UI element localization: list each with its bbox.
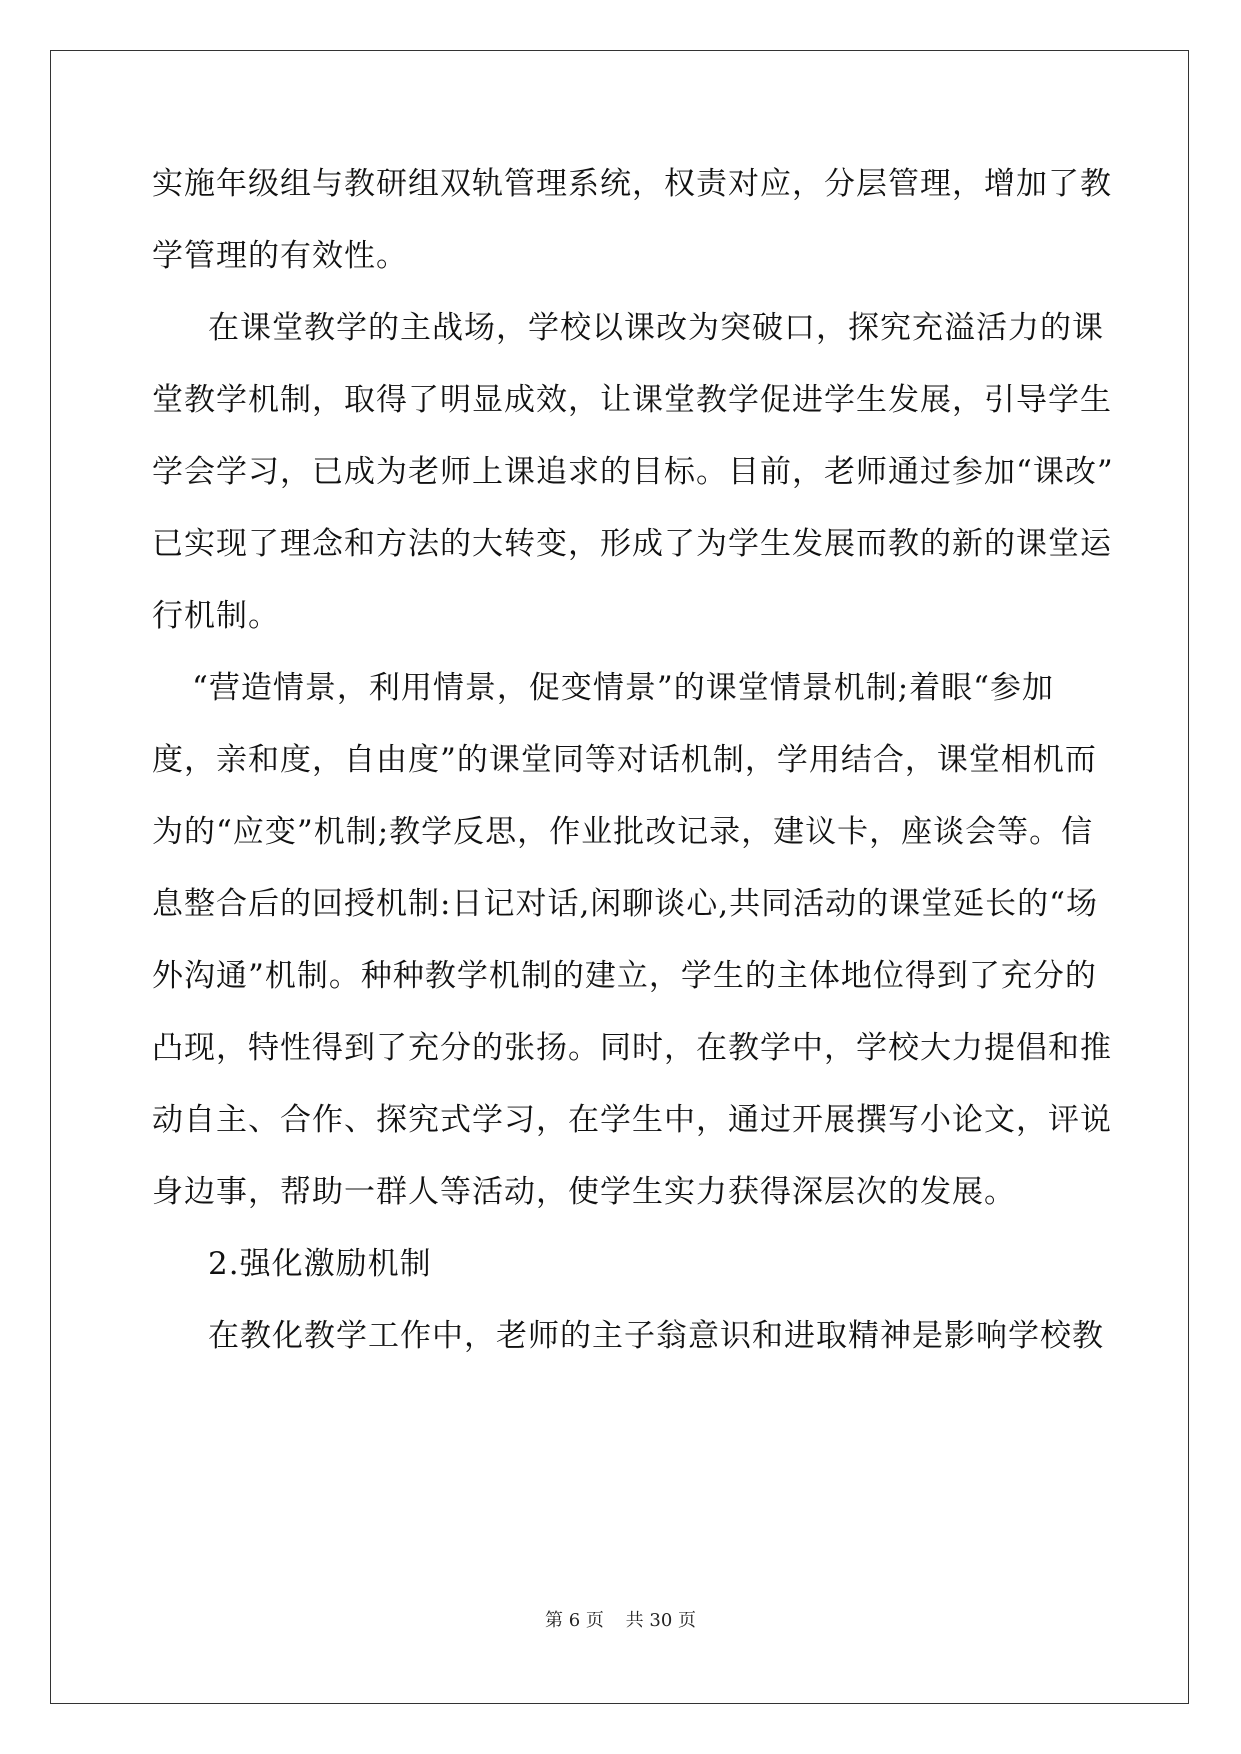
text-line: 动自主、合作、探究式学习，在学生中，通过开展撰写小论文，评说	[152, 1102, 1112, 1138]
text-line: 外沟通”机制。种种教学机制的建立，学生的主体地位得到了充分的	[152, 958, 1097, 994]
section-heading: 2.强化激励机制	[208, 1246, 432, 1282]
page-border	[50, 50, 1189, 1704]
text-line: 学管理的有效性。	[152, 238, 408, 274]
paragraph-start-line: 在教化教学工作中，老师的主子翁意识和进取精神是影响学校教	[208, 1318, 1104, 1354]
page-footer	[0, 1606, 1241, 1632]
page-number: 第 6 页	[545, 1610, 604, 1631]
text-line: 度，亲和度，自由度”的课堂同等对话机制，学用结合，课堂相机而	[152, 742, 1097, 778]
text-line: 凸现，特性得到了充分的张扬。同时，在教学中，学校大力提倡和推	[152, 1030, 1112, 1066]
page-total: 共 30 页	[625, 1610, 696, 1631]
text-line: 实施年级组与教研组双轨管理系统，权责对应，分层管理，增加了教	[152, 166, 1112, 202]
text-line: 学会学习，已成为老师上课追求的目标。目前，老师通过参加“课改”	[152, 454, 1114, 490]
paragraph-start-line: 在课堂教学的主战场，学校以课改为突破口，探究充溢活力的课	[208, 310, 1104, 346]
text-line: 已实现了理念和方法的大转变，形成了为学生发展而教的新的课堂运	[152, 526, 1112, 562]
text-line: 身边事，帮助一群人等活动，使学生实力获得深层次的发展。	[152, 1174, 1016, 1210]
paragraph-start-line: “营造情景，利用情景，促变情景”的课堂情景机制;着眼“参加	[192, 670, 1054, 706]
text-line: 行机制。	[152, 598, 280, 634]
text-line: 为的“应变”机制;教学反思，作业批改记录，建议卡，座谈会等。信	[152, 814, 1094, 850]
text-line: 息整合后的回授机制:日记对话,闲聊谈心,共同活动的课堂延长的“场	[152, 886, 1098, 922]
text-line: 堂教学机制，取得了明显成效，让课堂教学促进学生发展，引导学生	[152, 382, 1112, 418]
